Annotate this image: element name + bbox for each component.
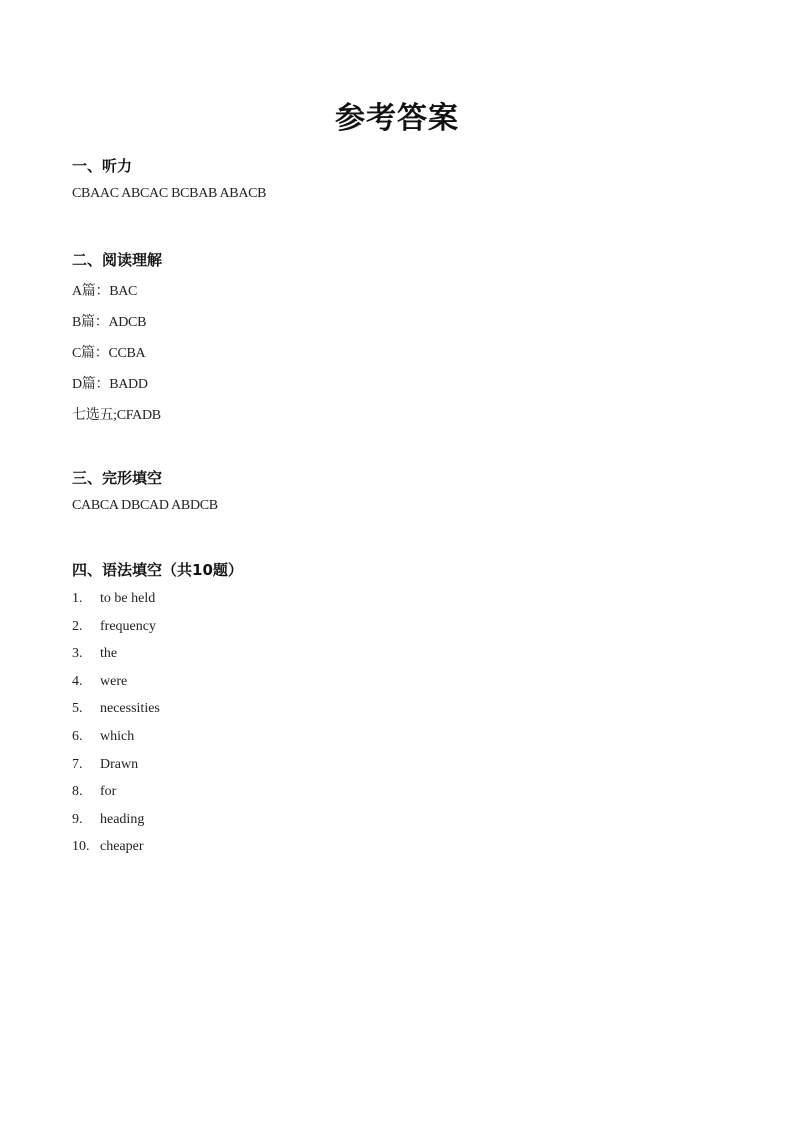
grammar-item-number: 5.	[72, 701, 83, 716]
reading-answer-a: A篇：BAC	[72, 284, 138, 299]
grammar-item-number: 3.	[72, 646, 83, 661]
grammar-item-number: 10.	[72, 839, 90, 854]
grammar-item	[72, 701, 160, 717]
grammar-item-answer: necessities	[100, 701, 160, 716]
section-heading-listening: 一、听力	[72, 157, 133, 175]
reading-answer-seven-choose-five: 七选五;CFADB	[72, 408, 161, 423]
listening-answers: CBAAC ABCAC BCBAB ABACB	[72, 186, 267, 201]
grammar-item-answer: frequency	[100, 619, 156, 634]
section-heading-cloze: 三、完形填空	[72, 469, 163, 487]
grammar-item	[72, 674, 127, 690]
grammar-item-answer: heading	[100, 812, 145, 827]
grammar-item-number: 2.	[72, 619, 83, 634]
grammar-item-answer: cheaper	[100, 839, 144, 854]
page-title: 参考答案	[335, 101, 459, 136]
reading-answer-b: B篇：ADCB	[72, 315, 147, 330]
section-heading-grammar: 四、语法填空（共10题）	[72, 561, 243, 579]
grammar-item-number: 9.	[72, 812, 83, 827]
grammar-item	[72, 619, 156, 635]
grammar-item	[72, 784, 116, 800]
reading-answer-c: C篇：CCBA	[72, 346, 146, 361]
grammar-item	[72, 757, 138, 773]
grammar-item-number: 7.	[72, 757, 83, 772]
section-heading-reading: 二、阅读理解	[72, 251, 163, 269]
grammar-item-answer: the	[100, 646, 118, 661]
reading-answer-d: D篇：BADD	[72, 377, 148, 392]
grammar-item-number: 8.	[72, 784, 83, 799]
grammar-item-answer: Drawn	[100, 757, 139, 772]
grammar-item-answer: which	[100, 729, 135, 744]
cloze-answers: CABCA DBCAD ABDCB	[72, 498, 218, 513]
grammar-item-answer: were	[100, 674, 128, 689]
grammar-item	[72, 839, 144, 855]
grammar-item	[72, 729, 134, 745]
grammar-item-number: 1.	[72, 591, 83, 606]
grammar-item	[72, 646, 117, 662]
grammar-item-answer: to be held	[100, 591, 156, 606]
grammar-item	[72, 812, 144, 828]
grammar-item-number: 4.	[72, 674, 83, 689]
grammar-item	[72, 591, 155, 607]
grammar-item-number: 6.	[72, 729, 83, 744]
grammar-item-answer: for	[100, 784, 117, 799]
